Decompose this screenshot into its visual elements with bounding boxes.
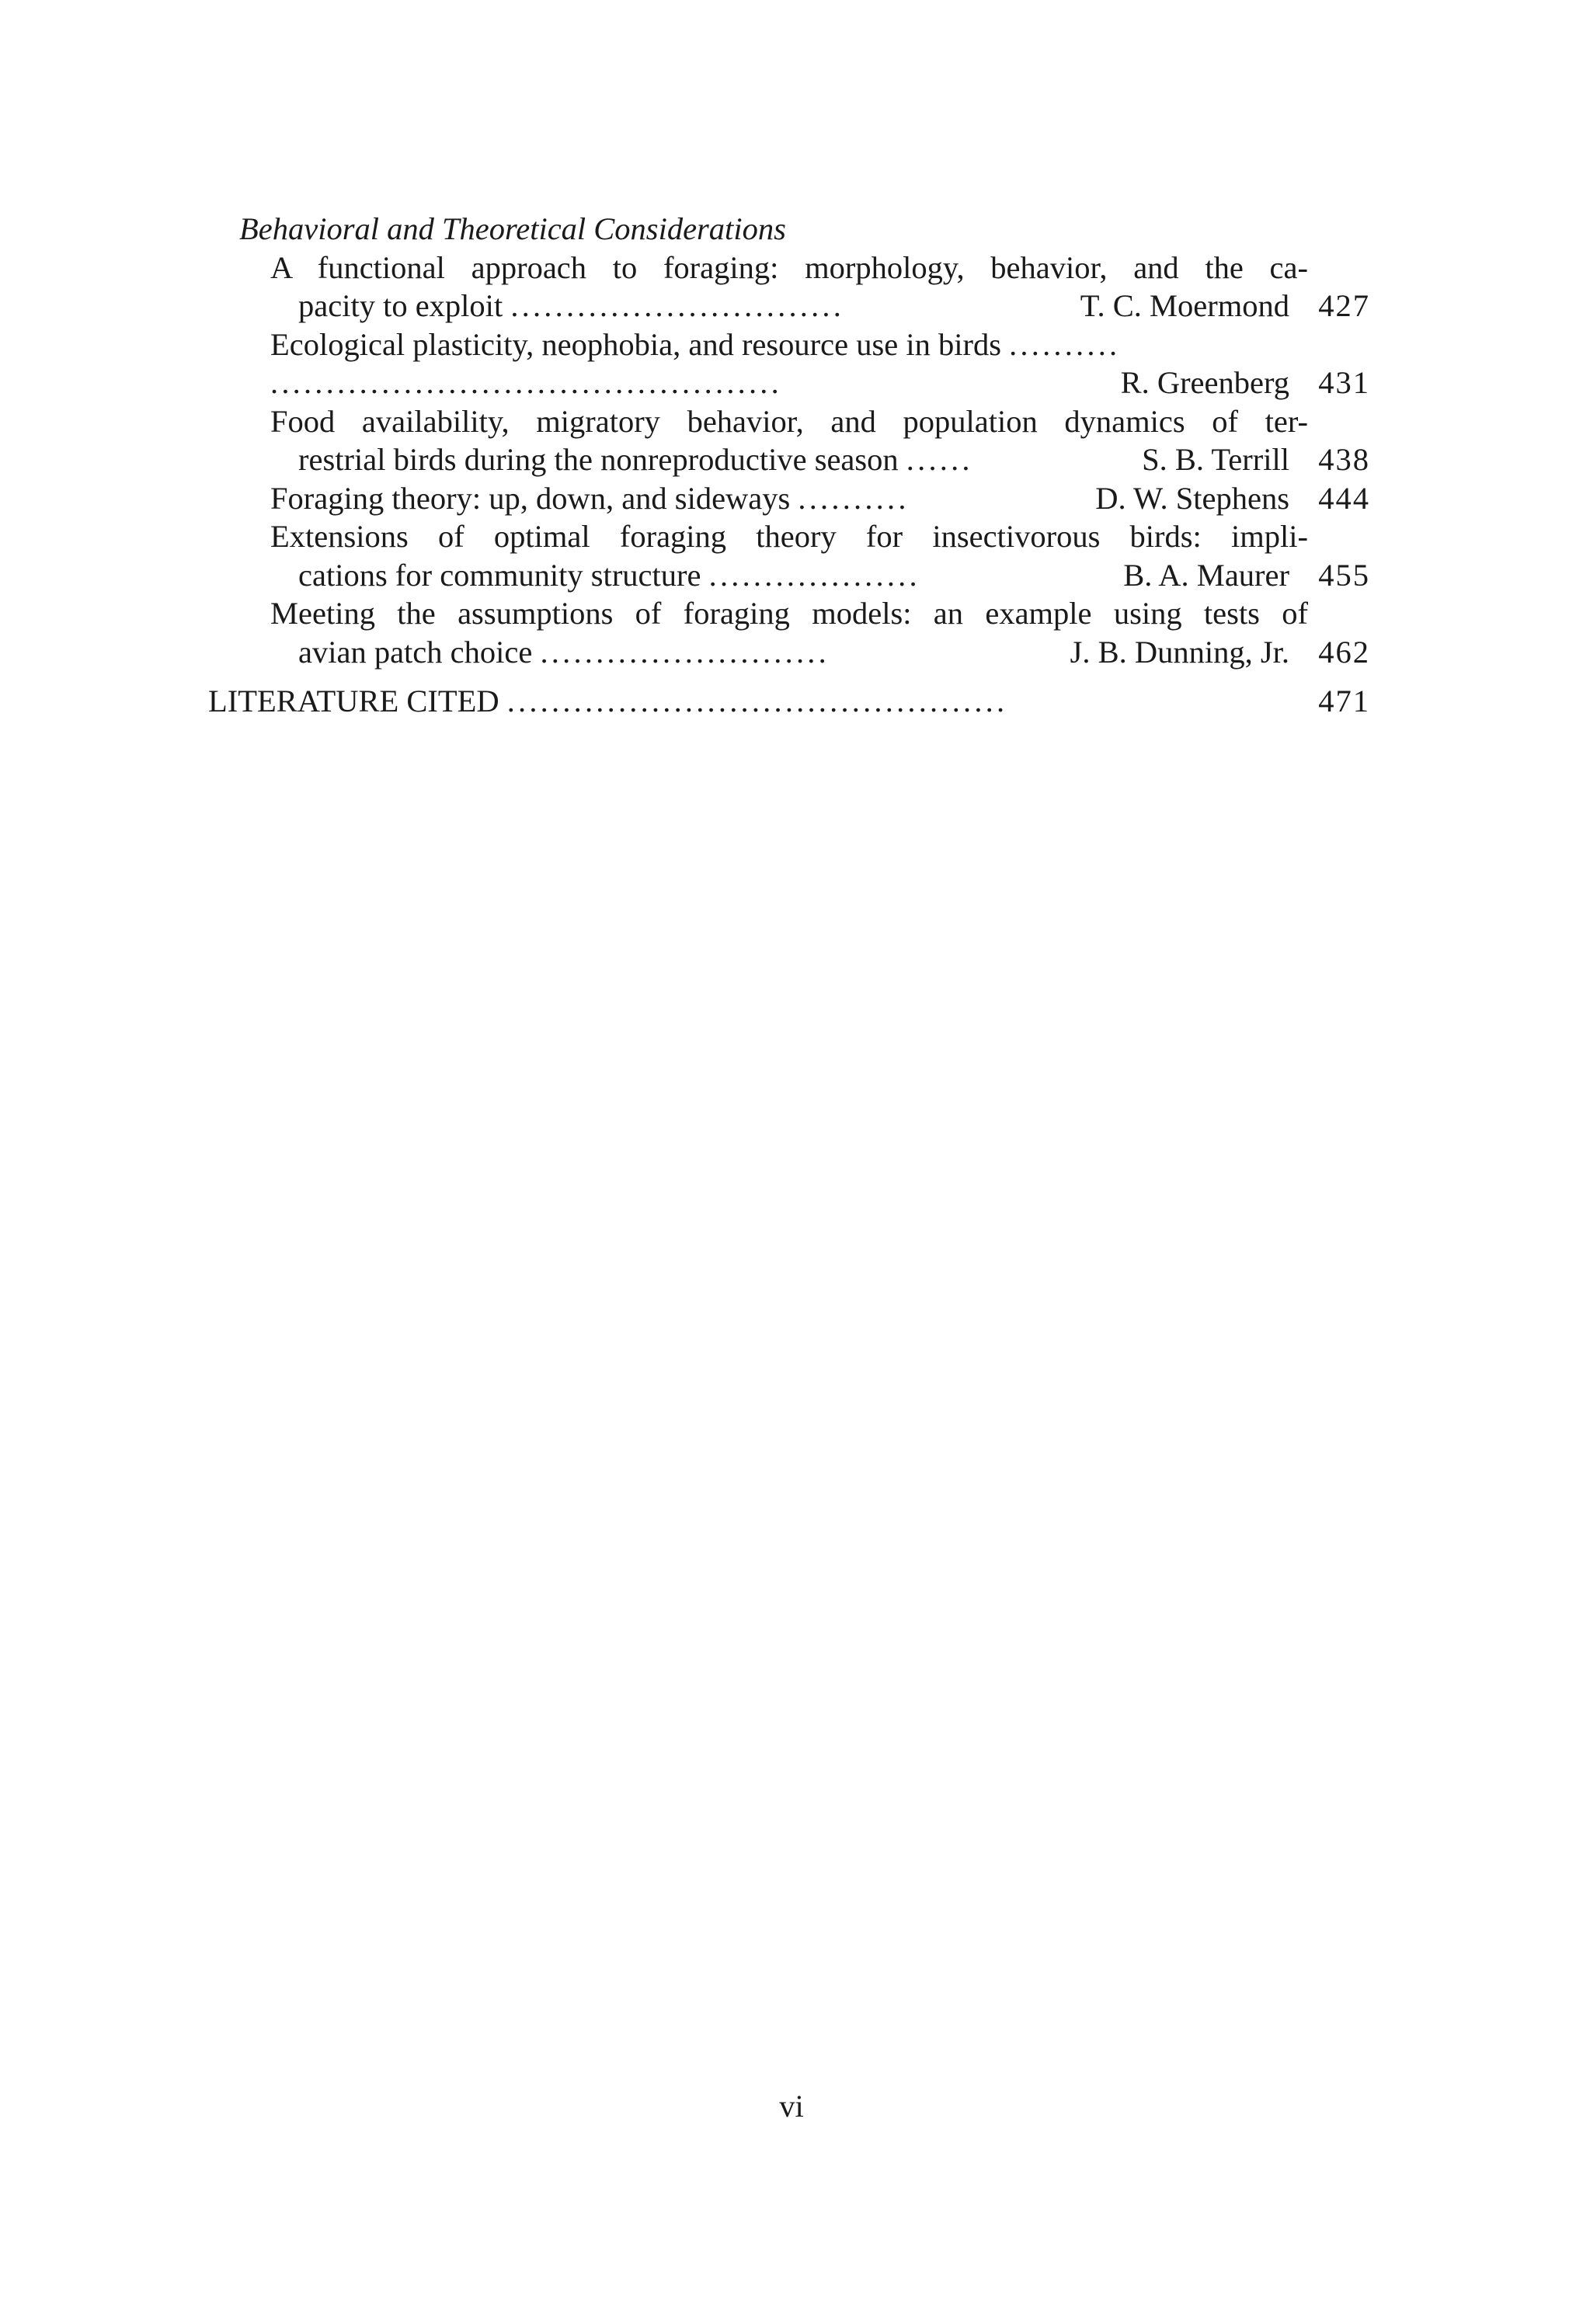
section-heading: Behavioral and Theoretical Considerations [239, 211, 786, 246]
entry-author: T. C. Moermond [1080, 288, 1289, 323]
entry-page-number: 438 [1318, 442, 1370, 477]
toc-entry-line [208, 364, 1370, 402]
entry-author: S. B. Terrill [1142, 442, 1289, 477]
entry-title: Ecological plasticity, neophobia, and resource use in birds [270, 326, 1001, 362]
entry-author: R. Greenberg [1120, 365, 1289, 400]
toc-entry-line [208, 325, 1370, 364]
entry-title: Food availability, migratory behavior, and population dynamics of ter- [270, 403, 1308, 439]
dot-leader: .............................................. [270, 365, 782, 400]
table-of-contents [208, 210, 1370, 721]
dot-leader: .......... [798, 480, 910, 516]
toc-entry-line [208, 402, 1370, 441]
toc-entry-line [208, 517, 1370, 556]
entry-author: J. B. Dunning, Jr. [1070, 634, 1289, 670]
dot-leader: .......................... [540, 634, 830, 670]
entry-page-number: 431 [1318, 365, 1370, 400]
toc-entry-line [208, 633, 1370, 672]
entry-title: pacity to exploit [298, 288, 503, 323]
entry-page-number: 455 [1318, 557, 1370, 593]
entry-title: avian patch choice [298, 634, 533, 670]
entry-title: cations for community structure [298, 557, 701, 593]
entry-title: restrial birds during the nonreproductive season [298, 442, 899, 477]
entry-title: Meeting the assumptions of foraging models: an example using tests of [270, 596, 1308, 631]
toc-entry-line [208, 594, 1370, 633]
entry-title: Foraging theory: up, down, and sideways [270, 480, 791, 516]
dot-leader: .............................. [510, 288, 845, 323]
dot-leader: ................... [708, 557, 920, 593]
toc-entry-line [208, 556, 1370, 595]
entry-page-number: 444 [1318, 480, 1370, 516]
toc-entry-line [208, 440, 1370, 479]
toc-entry-line [208, 249, 1370, 287]
entry-author: B. A. Maurer [1123, 557, 1289, 593]
entry-page-number: 427 [1318, 288, 1370, 323]
entry-title: A functional approach to foraging: morphology, behavior, and the ca- [270, 249, 1308, 285]
dot-leader: ............................................. [506, 684, 1008, 718]
dot-leader: ...... [906, 442, 973, 477]
toc-entry-line [208, 479, 1370, 518]
page-folio: vi [779, 2089, 804, 2124]
entry-author: D. W. Stephens [1095, 480, 1289, 516]
literature-cited-label: LITERATURE CITED [208, 684, 499, 718]
toc-entry-literature-cited [208, 682, 1370, 721]
toc-entry-line [208, 287, 1370, 325]
entry-title: Extensions of optimal foraging theory for insectivorous birds: impli- [270, 519, 1308, 554]
entry-page-number: 462 [1318, 634, 1370, 670]
entry-page-number: 471 [1318, 684, 1370, 718]
dot-leader: .......... [1009, 326, 1121, 362]
